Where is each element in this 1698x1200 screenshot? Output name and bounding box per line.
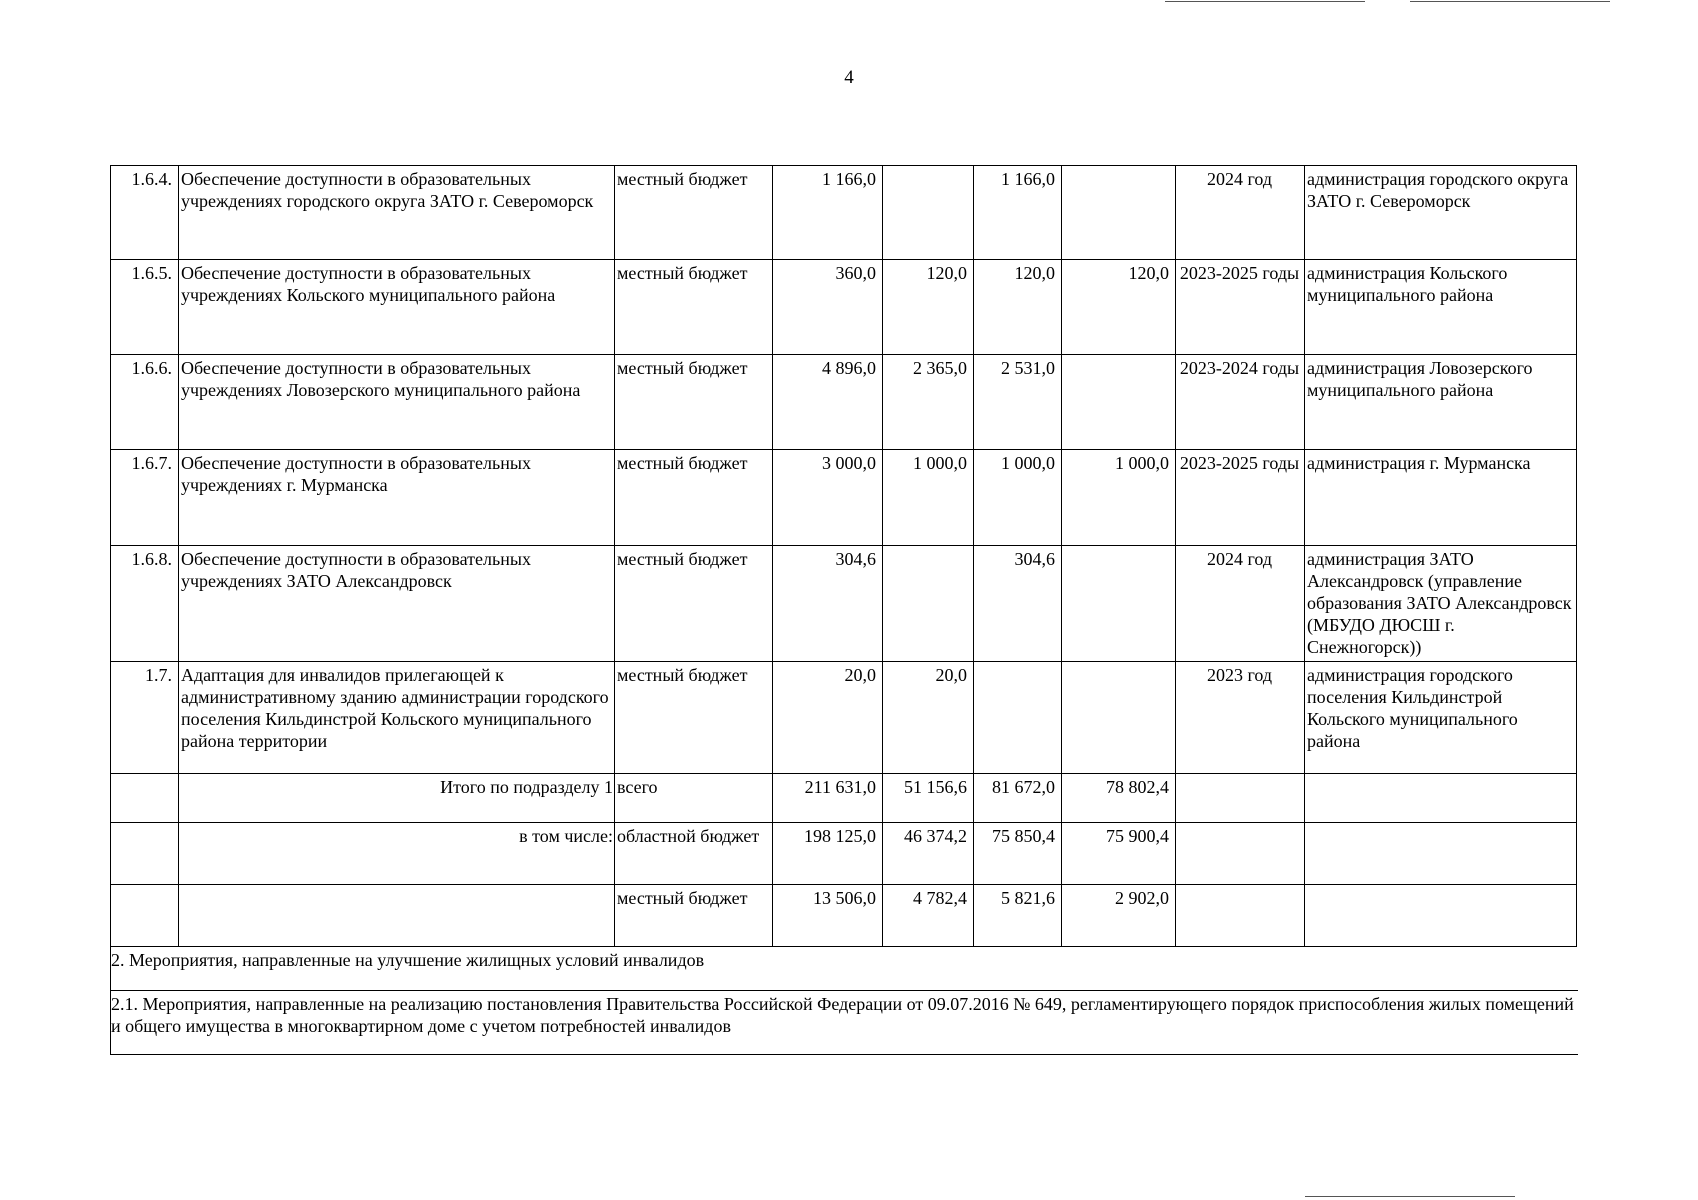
row-code: 1.6.7. bbox=[111, 450, 179, 546]
page-number: 4 bbox=[844, 67, 854, 88]
row-code: 1.6.4. bbox=[111, 166, 179, 260]
row-2025: 1 000,0 bbox=[1062, 450, 1176, 546]
totals-2024: 75 850,4 bbox=[974, 823, 1062, 885]
row-executor: администрация Ловозерского муниципального района bbox=[1305, 355, 1577, 450]
totals-2025: 75 900,4 bbox=[1062, 823, 1176, 885]
row-2025 bbox=[1062, 662, 1176, 774]
row-code: 1.6.8. bbox=[111, 546, 179, 662]
row-2024: 120,0 bbox=[974, 260, 1062, 355]
totals-source: всего bbox=[615, 774, 773, 823]
table-row bbox=[111, 546, 1577, 662]
row-executor: администрация городского округа ЗАТО г. Североморск bbox=[1305, 166, 1577, 260]
totals-total: 211 631,0 bbox=[773, 774, 883, 823]
row-source: местный бюджет bbox=[615, 166, 773, 260]
row-2023: 1 000,0 bbox=[883, 450, 974, 546]
row-2025 bbox=[1062, 546, 1176, 662]
measures-table bbox=[110, 165, 1577, 947]
totals-2023: 4 782,4 bbox=[883, 885, 974, 947]
totals-total: 13 506,0 bbox=[773, 885, 883, 947]
totals-row bbox=[111, 774, 1577, 823]
section-2-1-heading: 2.1. Мероприятия, направленные на реализацию постановления Правительства Российской Федерации от 09.07.2016 № 649, регламентирующего порядок приспособления жилых помещений и общего имущества в многоквартирном доме с учетом потребностей инвалидов bbox=[110, 991, 1578, 1055]
table-row bbox=[111, 662, 1577, 774]
row-2025 bbox=[1062, 166, 1176, 260]
totals-row bbox=[111, 885, 1577, 947]
row-name: Обеспечение доступности в образовательных учреждениях Кольского муниципального района bbox=[179, 260, 615, 355]
row-executor: администрация Кольского муниципального района bbox=[1305, 260, 1577, 355]
row-name: Обеспечение доступности в образовательных учреждениях г. Мурманска bbox=[179, 450, 615, 546]
row-2024: 1 166,0 bbox=[974, 166, 1062, 260]
totals-label: в том числе: bbox=[179, 823, 615, 885]
totals-source: областной бюджет bbox=[615, 823, 773, 885]
row-2024: 304,6 bbox=[974, 546, 1062, 662]
row-period: 2024 год bbox=[1176, 166, 1305, 260]
row-executor: администрация ЗАТО Александровск (управление образования ЗАТО Александровск (МБУДО ДЮСШ г. Снежногорск)) bbox=[1305, 546, 1577, 662]
table-row bbox=[111, 450, 1577, 546]
row-2024: 1 000,0 bbox=[974, 450, 1062, 546]
row-period: 2023-2024 годы bbox=[1176, 355, 1305, 450]
scan-artifact bbox=[1305, 1196, 1515, 1197]
totals-row bbox=[111, 823, 1577, 885]
row-2023 bbox=[883, 166, 974, 260]
totals-2024: 81 672,0 bbox=[974, 774, 1062, 823]
scan-artifact bbox=[1410, 1, 1610, 2]
row-2023 bbox=[883, 546, 974, 662]
totals-2024: 5 821,6 bbox=[974, 885, 1062, 947]
row-source: местный бюджет bbox=[615, 260, 773, 355]
table-row bbox=[111, 166, 1577, 260]
totals-2025: 78 802,4 bbox=[1062, 774, 1176, 823]
row-source: местный бюджет bbox=[615, 450, 773, 546]
row-2025: 120,0 bbox=[1062, 260, 1176, 355]
row-name: Обеспечение доступности в образовательных учреждениях городского округа ЗАТО г. Североморск bbox=[179, 166, 615, 260]
totals-2025: 2 902,0 bbox=[1062, 885, 1176, 947]
row-period: 2023-2025 годы bbox=[1176, 450, 1305, 546]
totals-label bbox=[179, 885, 615, 947]
totals-label: Итого по подразделу 1 bbox=[179, 774, 615, 823]
row-2024: 2 531,0 bbox=[974, 355, 1062, 450]
row-2023: 20,0 bbox=[883, 662, 974, 774]
row-total: 4 896,0 bbox=[773, 355, 883, 450]
row-code: 1.7. bbox=[111, 662, 179, 774]
table-row bbox=[111, 355, 1577, 450]
row-code: 1.6.6. bbox=[111, 355, 179, 450]
row-2023: 2 365,0 bbox=[883, 355, 974, 450]
totals-total: 198 125,0 bbox=[773, 823, 883, 885]
scan-artifact bbox=[1165, 1, 1365, 2]
section-2-heading: 2. Мероприятия, направленные на улучшение жилищных условий инвалидов bbox=[110, 947, 1578, 991]
row-code: 1.6.5. bbox=[111, 260, 179, 355]
row-period: 2023-2025 годы bbox=[1176, 260, 1305, 355]
row-total: 20,0 bbox=[773, 662, 883, 774]
row-total: 3 000,0 bbox=[773, 450, 883, 546]
row-period: 2023 год bbox=[1176, 662, 1305, 774]
row-2024 bbox=[974, 662, 1062, 774]
row-2025 bbox=[1062, 355, 1176, 450]
row-name: Обеспечение доступности в образовательных учреждениях ЗАТО Александровск bbox=[179, 546, 615, 662]
row-name: Адаптация для инвалидов прилегающей к административному зданию администрации городского поселения Кильдинстрой Кольского муниципального района территории bbox=[179, 662, 615, 774]
row-source: местный бюджет bbox=[615, 546, 773, 662]
row-executor: администрация городского поселения Кильдинстрой Кольского муниципального района bbox=[1305, 662, 1577, 774]
row-2023: 120,0 bbox=[883, 260, 974, 355]
row-name: Обеспечение доступности в образовательных учреждениях Ловозерского муниципального района bbox=[179, 355, 615, 450]
row-period: 2024 год bbox=[1176, 546, 1305, 662]
totals-2023: 46 374,2 bbox=[883, 823, 974, 885]
totals-source: местный бюджет bbox=[615, 885, 773, 947]
row-executor: администрация г. Мурманска bbox=[1305, 450, 1577, 546]
row-source: местный бюджет bbox=[615, 355, 773, 450]
table-row bbox=[111, 260, 1577, 355]
totals-2023: 51 156,6 bbox=[883, 774, 974, 823]
row-total: 1 166,0 bbox=[773, 166, 883, 260]
row-source: местный бюджет bbox=[615, 662, 773, 774]
row-total: 360,0 bbox=[773, 260, 883, 355]
row-total: 304,6 bbox=[773, 546, 883, 662]
